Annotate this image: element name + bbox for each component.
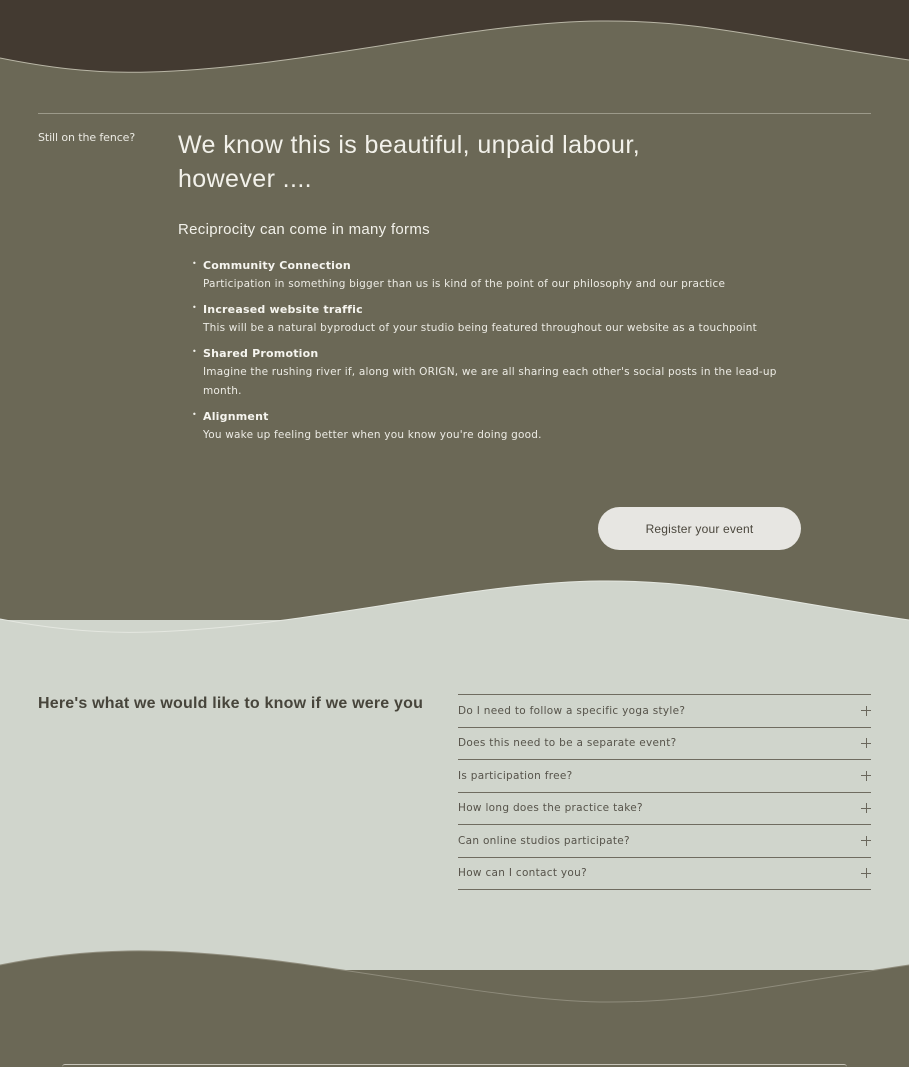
benefit-item bbox=[192, 300, 792, 338]
faq-question: Do I need to follow a specific yoga style? bbox=[458, 704, 686, 717]
faq-accordion bbox=[458, 694, 871, 890]
bottom-wave-divider bbox=[0, 945, 909, 1007]
benefit-description: You wake up feeling better when you know you're doing good. bbox=[203, 429, 542, 441]
faq-item[interactable] bbox=[458, 793, 871, 826]
benefit-description: Imagine the rushing river if, along with ORIGN, we are all sharing each other's social posts in the lead-up month. bbox=[203, 366, 777, 397]
reciprocity-headline: We know this is beautiful, unpaid labour, however .... bbox=[178, 131, 641, 193]
plus-icon[interactable] bbox=[861, 738, 871, 748]
benefit-title: Alignment bbox=[203, 410, 269, 423]
benefit-title: Shared Promotion bbox=[203, 347, 319, 360]
benefit-item bbox=[192, 256, 792, 294]
bullet-icon: • bbox=[192, 410, 197, 419]
bullet-icon: • bbox=[192, 347, 197, 356]
benefit-item bbox=[192, 344, 792, 401]
plus-icon[interactable] bbox=[861, 771, 871, 781]
faq-item[interactable] bbox=[458, 728, 871, 761]
faq-item[interactable] bbox=[458, 695, 871, 728]
top-wave-divider bbox=[0, 0, 909, 80]
faq-question: Can online studios participate? bbox=[458, 834, 630, 847]
plus-icon[interactable] bbox=[861, 706, 871, 716]
faq-question: How long does the practice take? bbox=[458, 802, 643, 815]
plus-icon[interactable] bbox=[861, 868, 871, 878]
faq-item[interactable] bbox=[458, 825, 871, 858]
section-divider bbox=[38, 113, 871, 114]
bullet-icon: • bbox=[192, 259, 197, 268]
benefit-title: Increased website traffic bbox=[203, 303, 363, 316]
faq-question: Does this need to be a separate event? bbox=[458, 737, 677, 750]
reciprocity-subhead: Reciprocity can come in many forms bbox=[178, 221, 430, 238]
plus-icon[interactable] bbox=[861, 836, 871, 846]
benefits-list bbox=[192, 256, 792, 451]
faq-item[interactable] bbox=[458, 858, 871, 891]
benefit-description: Participation in something bigger than us is kind of the point of our philosophy and our practice bbox=[203, 278, 726, 290]
faq-item[interactable] bbox=[458, 760, 871, 793]
benefit-title: Community Connection bbox=[203, 259, 351, 272]
middle-wave-divider bbox=[0, 575, 909, 635]
plus-icon[interactable] bbox=[861, 803, 871, 813]
register-event-button[interactable]: Register your event bbox=[598, 507, 801, 550]
benefit-description: This will be a natural byproduct of your studio being featured throughout our website as a touchpoint bbox=[203, 322, 757, 334]
faq-question: Is participation free? bbox=[458, 769, 573, 782]
bullet-icon: • bbox=[192, 303, 197, 312]
faq-question: How can I contact you? bbox=[458, 867, 587, 880]
section-eyebrow: Still on the fence? bbox=[38, 131, 136, 144]
faq-heading: Here's what we would like to know if we were you bbox=[38, 695, 424, 712]
benefit-item bbox=[192, 407, 792, 445]
